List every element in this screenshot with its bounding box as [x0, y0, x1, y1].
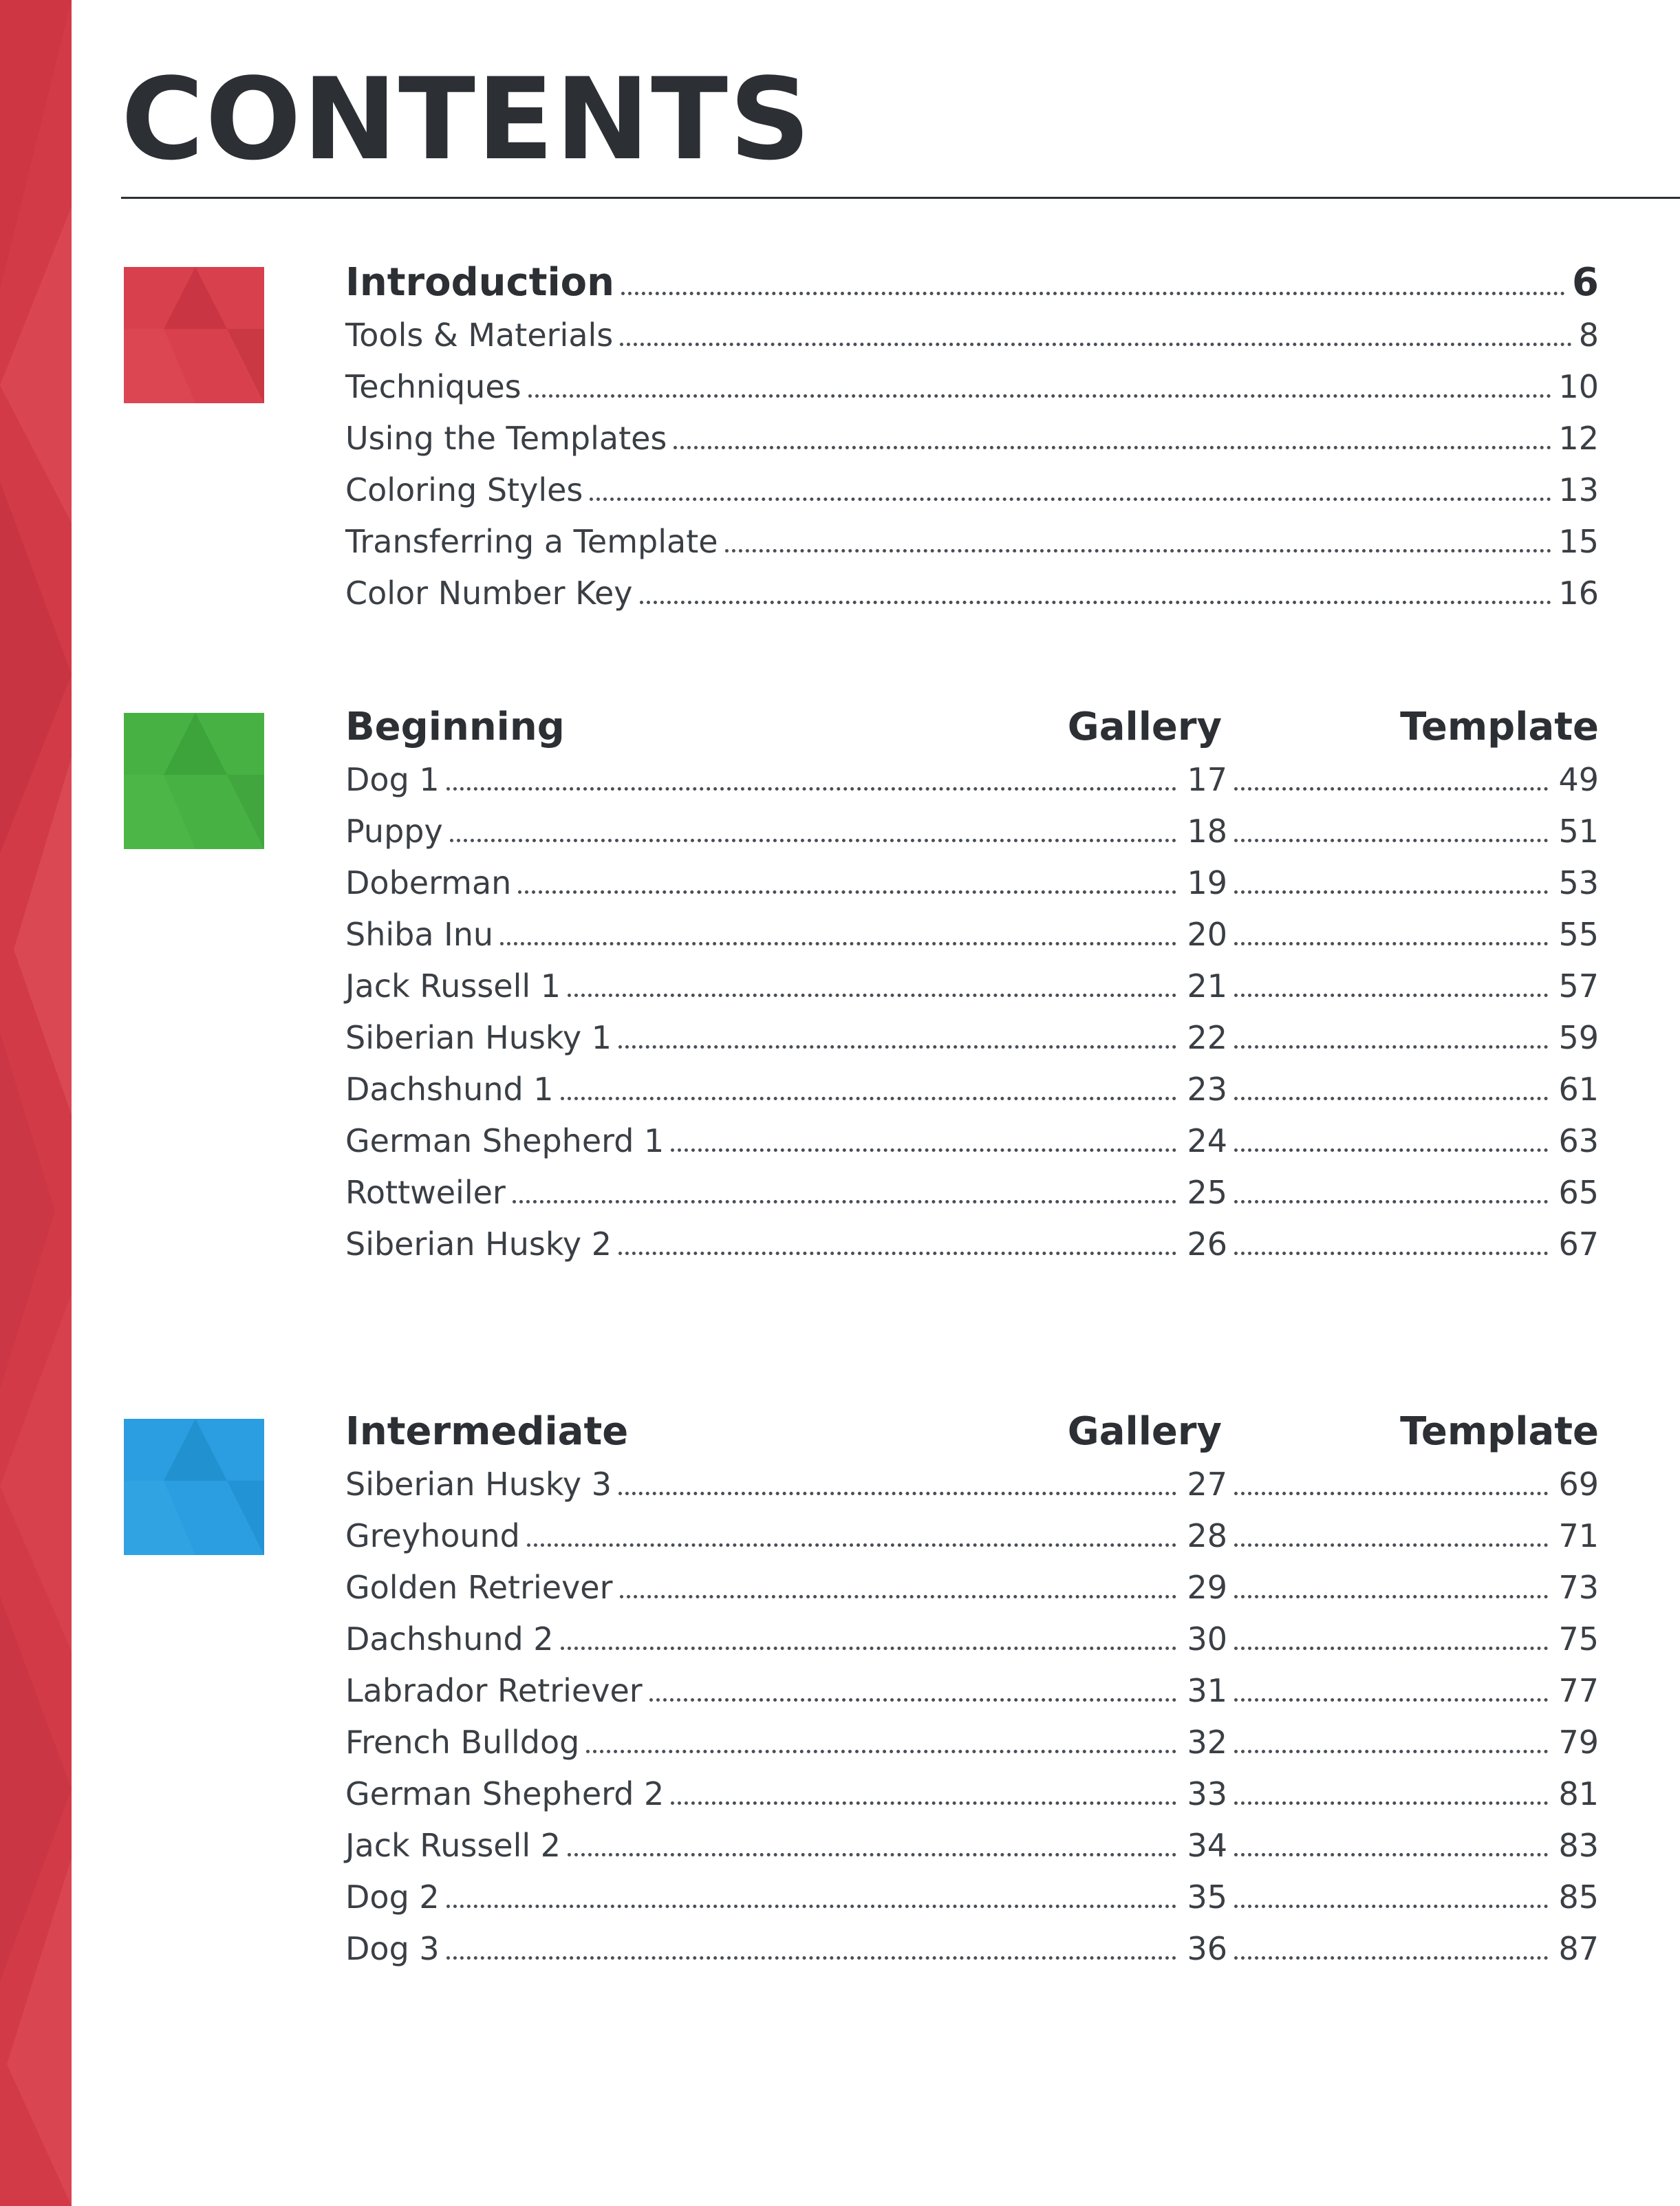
dot-leader: [620, 343, 1571, 346]
beginning-heading: Beginning: [345, 705, 565, 749]
dot-leader: [621, 292, 1565, 295]
template-page: 83: [1558, 1827, 1599, 1864]
dot-leader: [561, 1097, 1176, 1100]
gallery-page: 34: [1187, 1827, 1227, 1864]
entry-label: Color Number Key: [345, 575, 633, 612]
toc-entry[interactable]: [345, 1930, 1599, 1982]
dot-leader: [568, 994, 1176, 997]
dot-leader: [446, 787, 1176, 791]
toc-entry[interactable]: [345, 1724, 1599, 1775]
entry-label: Siberian Husky 1: [345, 1019, 612, 1056]
toc-entry-coloring-styles[interactable]: [345, 471, 1599, 523]
template-page: 55: [1558, 916, 1599, 953]
entry-page: 15: [1558, 523, 1599, 560]
dot-leader: [561, 1647, 1176, 1650]
side-band-pattern: [0, 0, 72, 2206]
entry-label: German Shepherd 2: [345, 1775, 665, 1812]
template-page: 71: [1558, 1517, 1599, 1554]
template-page: 87: [1558, 1930, 1599, 1967]
gallery-page: 21: [1187, 967, 1227, 1005]
dot-leader: [1234, 1750, 1548, 1753]
intermediate-section: [345, 1409, 1599, 1982]
dot-leader: [1234, 890, 1548, 894]
dot-leader: [1234, 1595, 1548, 1598]
dot-leader: [1234, 1148, 1548, 1152]
dot-leader: [620, 1595, 1176, 1598]
template-page: 65: [1558, 1174, 1599, 1211]
introduction-section: [345, 260, 1599, 626]
toc-entry[interactable]: [345, 1878, 1599, 1930]
intermediate-heading-row: [345, 1409, 1599, 1466]
dot-leader: [640, 601, 1552, 604]
dot-leader: [1234, 1492, 1548, 1495]
entry-label: Jack Russell 2: [345, 1827, 561, 1864]
intermediate-swatch: [124, 1419, 264, 1555]
dot-leader: [1234, 839, 1548, 842]
introduction-heading: Introduction: [345, 260, 615, 305]
introduction-swatch: [124, 267, 264, 403]
title-divider: [121, 197, 1680, 199]
dot-leader: [649, 1698, 1176, 1702]
dot-leader: [450, 839, 1176, 842]
gallery-page: 32: [1187, 1724, 1227, 1761]
dot-leader: [1234, 1543, 1548, 1547]
gallery-page: 23: [1187, 1071, 1227, 1108]
toc-entry[interactable]: [345, 1466, 1599, 1517]
entry-label: Dog 1: [345, 761, 440, 798]
template-page: 49: [1558, 761, 1599, 798]
toc-entry[interactable]: [345, 1225, 1599, 1277]
toc-entry-using-templates[interactable]: [345, 420, 1599, 471]
template-column-header: Template: [1400, 705, 1599, 749]
toc-entry[interactable]: [345, 1071, 1599, 1122]
dot-leader: [568, 1853, 1176, 1856]
toc-entry[interactable]: [345, 1517, 1599, 1569]
entry-label: Shiba Inu: [345, 916, 494, 953]
introduction-page: 6: [1572, 260, 1599, 305]
template-page: 81: [1558, 1775, 1599, 1812]
entry-label: French Bulldog: [345, 1724, 580, 1761]
gallery-column-header: Gallery: [1067, 1409, 1222, 1454]
toc-entry-techniques[interactable]: [345, 368, 1599, 420]
toc-entry[interactable]: [345, 1174, 1599, 1225]
beginning-section: [345, 705, 1599, 1277]
template-page: 59: [1558, 1019, 1599, 1056]
gallery-column-header: Gallery: [1067, 705, 1222, 749]
dot-leader: [528, 394, 1552, 398]
toc-entry[interactable]: [345, 1019, 1599, 1071]
toc-entry[interactable]: [345, 1122, 1599, 1174]
gallery-page: 26: [1187, 1225, 1227, 1263]
dot-leader: [586, 1750, 1176, 1753]
dot-leader: [1234, 1647, 1548, 1650]
entry-label: Techniques: [345, 368, 521, 405]
dot-leader: [590, 497, 1551, 501]
template-page: 79: [1558, 1724, 1599, 1761]
gallery-page: 33: [1187, 1775, 1227, 1812]
toc-entry[interactable]: [345, 967, 1599, 1019]
entry-label: Dachshund 1: [345, 1071, 554, 1108]
intermediate-heading: Intermediate: [345, 1409, 629, 1454]
gallery-page: 20: [1187, 916, 1227, 953]
template-column-header: Template: [1400, 1409, 1599, 1454]
template-page: 61: [1558, 1071, 1599, 1108]
dot-leader: [527, 1543, 1176, 1547]
entry-label: Doberman: [345, 864, 512, 901]
toc-entry[interactable]: [345, 1775, 1599, 1827]
template-page: 85: [1558, 1878, 1599, 1916]
dot-leader: [1234, 1956, 1548, 1960]
entry-label: Golden Retriever: [345, 1569, 613, 1606]
dot-leader: [1234, 1905, 1548, 1908]
beginning-heading-row: [345, 705, 1599, 761]
dot-leader: [671, 1801, 1176, 1805]
dot-leader: [518, 890, 1176, 894]
dot-leader: [1234, 1698, 1548, 1702]
gallery-page: 18: [1187, 813, 1227, 850]
dot-leader: [446, 1956, 1176, 1960]
toc-entry[interactable]: [345, 1672, 1599, 1724]
toc-entry[interactable]: [345, 864, 1599, 916]
dot-leader: [674, 446, 1551, 449]
gallery-page: 17: [1187, 761, 1227, 798]
gallery-page: 22: [1187, 1019, 1227, 1056]
gallery-page: 19: [1187, 864, 1227, 901]
toc-entry[interactable]: [345, 761, 1599, 813]
dot-leader: [500, 942, 1176, 945]
dot-leader: [1234, 994, 1548, 997]
toc-entry[interactable]: [345, 1620, 1599, 1672]
dot-leader: [618, 1045, 1176, 1049]
dot-leader: [1234, 1097, 1548, 1100]
entry-label: Siberian Husky 3: [345, 1466, 612, 1503]
entry-label: Jack Russell 1: [345, 967, 561, 1005]
dot-leader: [618, 1492, 1176, 1495]
entry-page: 8: [1578, 317, 1599, 354]
gallery-page: 30: [1187, 1620, 1227, 1658]
toc-entry[interactable]: [345, 916, 1599, 967]
entry-label: Dachshund 2: [345, 1620, 554, 1658]
gallery-page: 36: [1187, 1930, 1227, 1967]
decorative-side-band: [0, 0, 72, 2206]
dot-leader: [618, 1252, 1176, 1255]
entry-label: Puppy: [345, 813, 443, 850]
entry-label: Using the Templates: [345, 420, 667, 457]
entry-label: Labrador Retriever: [345, 1672, 643, 1709]
dot-leader: [1234, 942, 1548, 945]
dot-leader: [446, 1905, 1176, 1908]
entry-label: Dog 2: [345, 1878, 440, 1916]
page-title: CONTENTS: [121, 54, 812, 185]
toc-entry-color-number-key[interactable]: [345, 575, 1599, 626]
entry-label: Greyhound: [345, 1517, 520, 1554]
template-page: 69: [1558, 1466, 1599, 1503]
template-page: 51: [1558, 813, 1599, 850]
entry-label: Transferring a Template: [345, 523, 718, 560]
dot-leader: [671, 1148, 1176, 1152]
entry-page: 10: [1558, 368, 1599, 405]
template-page: 75: [1558, 1620, 1599, 1658]
entry-page: 16: [1558, 575, 1599, 612]
template-page: 67: [1558, 1225, 1599, 1263]
dot-leader: [725, 549, 1552, 553]
dot-leader: [1234, 1853, 1548, 1856]
template-page: 63: [1558, 1122, 1599, 1159]
toc-entry-tools-materials[interactable]: [345, 317, 1599, 368]
gallery-page: 24: [1187, 1122, 1227, 1159]
entry-label: Rottweiler: [345, 1174, 506, 1211]
entry-label: Tools & Materials: [345, 317, 614, 354]
toc-entry-transferring-template[interactable]: [345, 523, 1599, 575]
beginning-swatch: [124, 713, 264, 849]
dot-leader: [1234, 1801, 1548, 1805]
introduction-heading-row[interactable]: [345, 260, 1599, 317]
template-page: 53: [1558, 864, 1599, 901]
gallery-page: 28: [1187, 1517, 1227, 1554]
dot-leader: [1234, 1252, 1548, 1255]
template-page: 57: [1558, 967, 1599, 1005]
gallery-page: 35: [1187, 1878, 1227, 1916]
dot-leader: [1234, 1045, 1548, 1049]
entry-page: 13: [1558, 471, 1599, 508]
entry-label: Coloring Styles: [345, 471, 583, 508]
toc-entry[interactable]: [345, 1569, 1599, 1620]
template-page: 73: [1558, 1569, 1599, 1606]
entry-label: Siberian Husky 2: [345, 1225, 612, 1263]
template-page: 77: [1558, 1672, 1599, 1709]
entry-label: German Shepherd 1: [345, 1122, 665, 1159]
gallery-page: 31: [1187, 1672, 1227, 1709]
dot-leader: [1234, 787, 1548, 791]
toc-entry[interactable]: [345, 813, 1599, 864]
gallery-page: 29: [1187, 1569, 1227, 1606]
toc-entry[interactable]: [345, 1827, 1599, 1878]
gallery-page: 27: [1187, 1466, 1227, 1503]
entry-page: 12: [1558, 420, 1599, 457]
dot-leader: [1234, 1200, 1548, 1203]
gallery-page: 25: [1187, 1174, 1227, 1211]
entry-label: Dog 3: [345, 1930, 440, 1967]
dot-leader: [513, 1200, 1176, 1203]
